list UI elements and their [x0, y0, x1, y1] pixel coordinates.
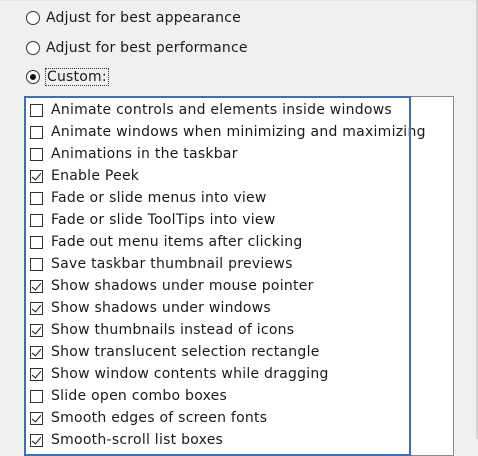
effect-label: Animations in the taskbar	[51, 146, 238, 162]
checkbox-unchecked[interactable]	[30, 148, 43, 161]
checkbox-unchecked[interactable]	[30, 192, 43, 205]
effect-label: Fade or slide ToolTips into view	[51, 212, 276, 228]
radio-best-performance[interactable]	[26, 38, 248, 58]
effect-label: Show translucent selection rectangle	[51, 344, 320, 360]
effect-label: Fade out menu items after clicking	[51, 234, 303, 250]
effect-label: Show thumbnails instead of icons	[51, 322, 295, 338]
checkbox-unchecked[interactable]	[30, 104, 43, 117]
radio-button[interactable]	[26, 11, 40, 25]
top-divider	[0, 0, 478, 1]
effect-label: Smooth edges of screen fonts	[51, 410, 268, 426]
effect-label: Slide open combo boxes	[51, 388, 228, 404]
effect-list-item[interactable]	[30, 231, 426, 253]
visual-effects-list	[30, 99, 426, 451]
effect-list-item[interactable]	[30, 275, 426, 297]
checkbox-unchecked[interactable]	[30, 390, 43, 403]
effect-list-item[interactable]	[30, 407, 426, 429]
radio-label-best-performance: Adjust for best performance	[46, 40, 248, 56]
radio-button[interactable]	[26, 41, 40, 55]
checkbox-checked[interactable]	[30, 302, 43, 315]
radio-button-selected[interactable]	[26, 70, 40, 84]
checkbox-unchecked[interactable]	[30, 258, 43, 271]
effect-label: Show shadows under windows	[51, 300, 271, 316]
effect-label: Animate controls and elements inside windows	[51, 102, 392, 118]
effect-list-item[interactable]	[30, 429, 426, 451]
effect-list-item[interactable]	[30, 99, 426, 121]
checkbox-unchecked[interactable]	[30, 126, 43, 139]
effect-list-item[interactable]	[30, 341, 426, 363]
checkbox-unchecked[interactable]	[30, 236, 43, 249]
effect-label: Fade or slide menus into view	[51, 190, 267, 206]
radio-label-custom: Custom:	[47, 69, 107, 85]
effect-label: Smooth-scroll list boxes	[51, 432, 224, 448]
effect-list-item[interactable]	[30, 363, 426, 385]
effect-label: Enable Peek	[51, 168, 140, 184]
effect-list-item[interactable]	[30, 209, 426, 231]
checkbox-unchecked[interactable]	[30, 214, 43, 227]
checkbox-checked[interactable]	[30, 280, 43, 293]
effect-list-item[interactable]	[30, 187, 426, 209]
effect-label: Animate windows when minimizing and maximizing	[51, 124, 426, 140]
effect-list-item[interactable]	[30, 253, 426, 275]
radio-custom[interactable]	[26, 67, 108, 87]
radio-label-best-appearance: Adjust for best appearance	[46, 10, 241, 26]
checkbox-checked[interactable]	[30, 434, 43, 447]
checkbox-checked[interactable]	[30, 346, 43, 359]
effect-label: Save taskbar thumbnail previews	[51, 256, 293, 272]
checkbox-checked[interactable]	[30, 324, 43, 337]
effect-list-item[interactable]	[30, 121, 426, 143]
effect-list-item[interactable]	[30, 143, 426, 165]
checkbox-checked[interactable]	[30, 170, 43, 183]
effect-list-item[interactable]	[30, 297, 426, 319]
effect-list-item[interactable]	[30, 385, 426, 407]
checkbox-checked[interactable]	[30, 412, 43, 425]
effect-label: Show window contents while dragging	[51, 366, 329, 382]
checkbox-checked[interactable]	[30, 368, 43, 381]
effect-label: Show shadows under mouse pointer	[51, 278, 314, 294]
effect-list-item[interactable]	[30, 165, 426, 187]
effect-list-item[interactable]	[30, 319, 426, 341]
radio-best-appearance[interactable]	[26, 8, 241, 28]
